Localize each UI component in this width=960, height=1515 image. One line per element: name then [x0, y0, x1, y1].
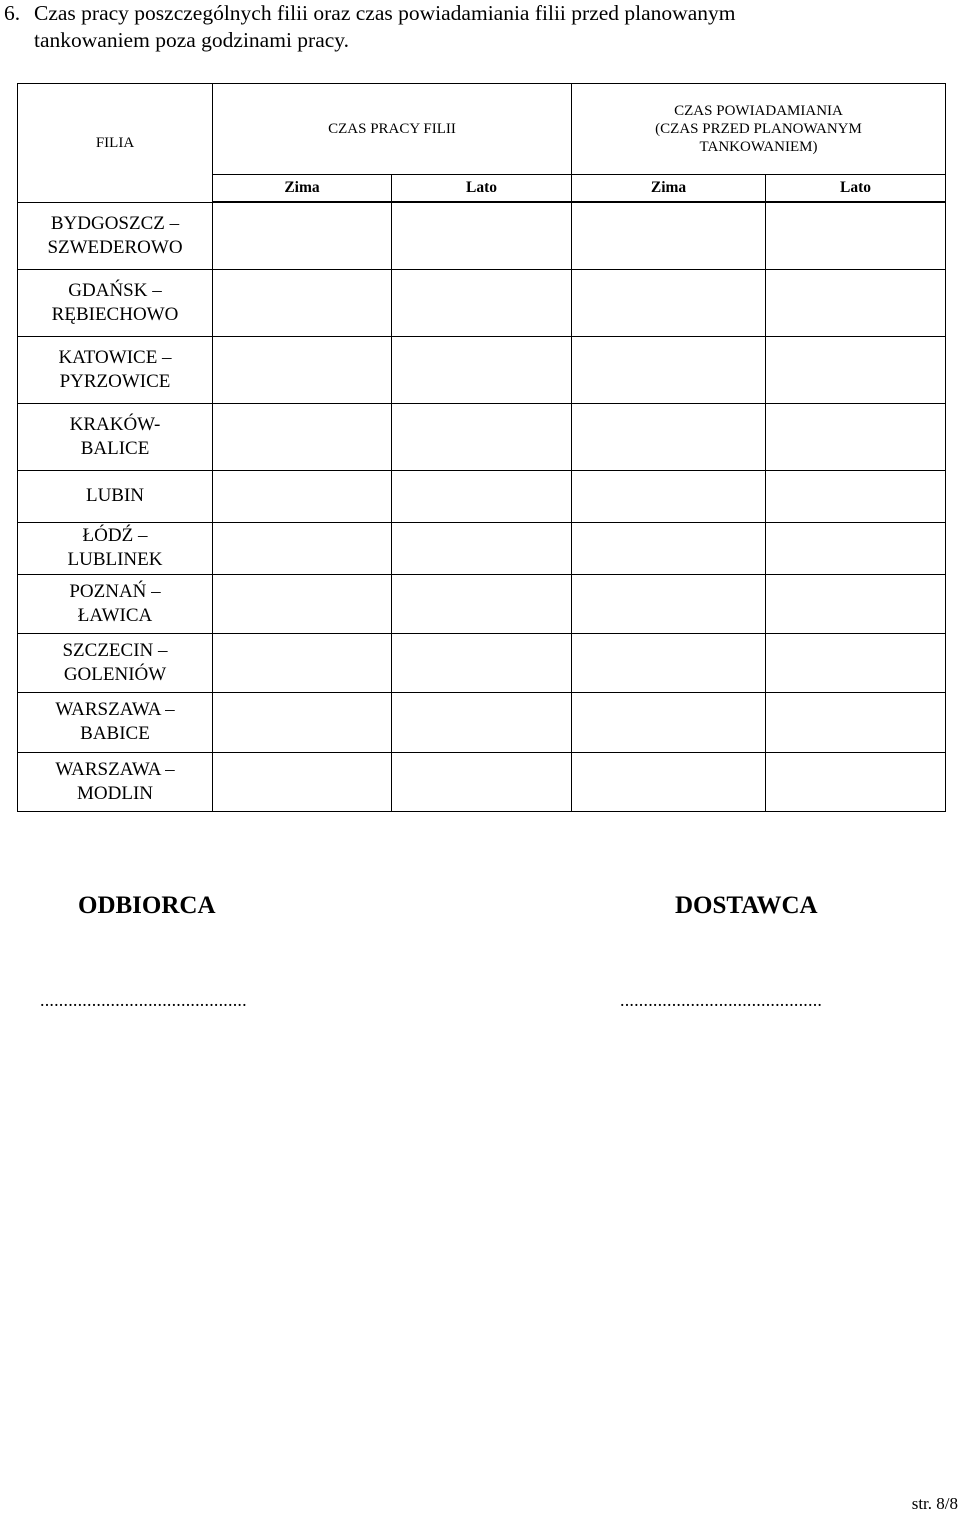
- table-row: [18, 470, 946, 522]
- branch-name: [18, 633, 213, 692]
- recipient-signature-line[interactable]: ............................................: [40, 990, 247, 1010]
- cell-powiadamianie-lato[interactable]: [766, 522, 946, 574]
- table-row: [18, 692, 946, 752]
- header-powiadamianie-line1: CZAS POWIADAMIANIA: [674, 103, 843, 119]
- branch-name-line2: BALICE: [80, 437, 150, 459]
- cell-praca-zima[interactable]: [213, 752, 392, 811]
- cell-powiadamianie-lato[interactable]: [766, 403, 946, 470]
- branch-name-line1: LUBIN: [85, 485, 145, 506]
- branch-name: [18, 574, 213, 633]
- cell-powiadamianie-lato[interactable]: [766, 633, 946, 692]
- cell-praca-lato[interactable]: [392, 752, 572, 811]
- branch-name-line2: PYRZOWICE: [59, 370, 171, 392]
- cell-praca-zima[interactable]: [213, 336, 392, 403]
- cell-powiadamianie-zima[interactable]: [572, 336, 766, 403]
- header-powiadamianie-line2: (CZAS PRZED PLANOWANYM: [655, 121, 862, 137]
- branch-name: [18, 202, 213, 269]
- branch-name-line1: WARSZAWA –: [55, 699, 175, 720]
- branch-name: [18, 752, 213, 811]
- header-czas-pracy: CZAS PRACY FILII: [213, 84, 572, 175]
- cell-praca-lato[interactable]: [392, 522, 572, 574]
- branch-name: [18, 336, 213, 403]
- branch-name-line1: SZCZECIN –: [62, 639, 168, 661]
- cell-powiadamianie-zima[interactable]: [572, 692, 766, 752]
- recipient-label: ODBIORCA: [78, 892, 216, 919]
- cell-powiadamianie-zima[interactable]: [572, 470, 766, 522]
- branch-name-line1: ŁÓDŹ –: [82, 525, 148, 546]
- branch-name-line1: KRAKÓW-: [69, 413, 161, 435]
- branch-name-line2: RĘBIECHOWO: [51, 303, 179, 325]
- table-header-row: [18, 84, 946, 175]
- cell-powiadamianie-zima[interactable]: [572, 202, 766, 269]
- cell-praca-lato[interactable]: [392, 269, 572, 336]
- cell-praca-lato[interactable]: [392, 403, 572, 470]
- cell-praca-lato[interactable]: [392, 470, 572, 522]
- branch-name-line1: KATOWICE –: [58, 346, 172, 368]
- cell-powiadamianie-zima[interactable]: [572, 269, 766, 336]
- table-row: [18, 574, 946, 633]
- branch-name-line1: WARSZAWA –: [55, 758, 175, 780]
- branch-name-line2: LUBLINEK: [67, 549, 163, 570]
- cell-praca-zima[interactable]: [213, 470, 392, 522]
- subheader-zima-powiadamianie: Zima: [572, 175, 766, 203]
- supplier-label: DOSTAWCA: [675, 892, 818, 919]
- table-row: [18, 633, 946, 692]
- branch-name: [18, 692, 213, 752]
- header-czas-powiadamiania: [572, 84, 946, 175]
- cell-powiadamianie-lato[interactable]: [766, 574, 946, 633]
- subheader-zima-praca: Zima: [213, 175, 392, 203]
- branch-name-line2: BABICE: [80, 723, 150, 744]
- cell-powiadamianie-zima[interactable]: [572, 403, 766, 470]
- cell-praca-lato[interactable]: [392, 692, 572, 752]
- cell-praca-lato[interactable]: [392, 633, 572, 692]
- cell-praca-zima[interactable]: [213, 633, 392, 692]
- branch-name-line1: POZNAŃ –: [69, 580, 161, 602]
- branch-name-line2: ŁAWICA: [77, 604, 153, 626]
- branch-name: [18, 403, 213, 470]
- cell-powiadamianie-zima[interactable]: [572, 633, 766, 692]
- header-filia: FILIA: [18, 84, 213, 203]
- supplier-signature-line[interactable]: ...........................................: [620, 990, 823, 1010]
- table-row: [18, 752, 946, 811]
- branch-name-line2: MODLIN: [77, 782, 153, 804]
- branch-name-line2: SZWEDEROWO: [47, 236, 183, 258]
- branch-name-line2: GOLENIÓW: [63, 663, 167, 685]
- cell-powiadamianie-zima[interactable]: [572, 522, 766, 574]
- subheader-lato-powiadamianie: Lato: [766, 175, 946, 203]
- table-row: [18, 202, 946, 269]
- cell-powiadamianie-lato[interactable]: [766, 269, 946, 336]
- branch-name-line1: GDAŃSK –: [68, 279, 162, 301]
- cell-praca-lato[interactable]: [392, 574, 572, 633]
- cell-praca-zima[interactable]: [213, 522, 392, 574]
- cell-praca-zima[interactable]: [213, 202, 392, 269]
- cell-powiadamianie-zima[interactable]: [572, 574, 766, 633]
- cell-praca-zima[interactable]: [213, 692, 392, 752]
- subheader-lato-praca: Lato: [392, 175, 572, 203]
- cell-powiadamianie-lato[interactable]: [766, 692, 946, 752]
- cell-praca-lato[interactable]: [392, 336, 572, 403]
- cell-powiadamianie-lato[interactable]: [766, 336, 946, 403]
- cell-praca-zima[interactable]: [213, 574, 392, 633]
- branch-hours-table: [17, 83, 946, 812]
- table-row: [18, 269, 946, 336]
- page-number: str. 8/8: [911, 1494, 958, 1513]
- section-heading-line1: Czas pracy poszczególnych filii oraz czas powiadamiania filii przed planowanym: [34, 1, 736, 25]
- table-row: [18, 522, 946, 574]
- branch-name: [18, 522, 213, 574]
- section-heading: [4, 0, 954, 54]
- branch-name-line1: BYDGOSZCZ –: [50, 212, 180, 234]
- cell-praca-lato[interactable]: [392, 202, 572, 269]
- branch-name: [18, 269, 213, 336]
- section-number: 6.: [4, 1, 21, 25]
- cell-powiadamianie-zima[interactable]: [572, 752, 766, 811]
- table-row: [18, 403, 946, 470]
- cell-praca-zima[interactable]: [213, 269, 392, 336]
- section-heading-line2: tankowaniem poza godzinami pracy.: [34, 28, 350, 52]
- table-row: [18, 336, 946, 403]
- header-powiadamianie-line3: TANKOWANIEM): [699, 139, 818, 155]
- cell-powiadamianie-lato[interactable]: [766, 202, 946, 269]
- cell-powiadamianie-lato[interactable]: [766, 752, 946, 811]
- cell-powiadamianie-lato[interactable]: [766, 470, 946, 522]
- cell-praca-zima[interactable]: [213, 403, 392, 470]
- branch-name: [18, 470, 213, 522]
